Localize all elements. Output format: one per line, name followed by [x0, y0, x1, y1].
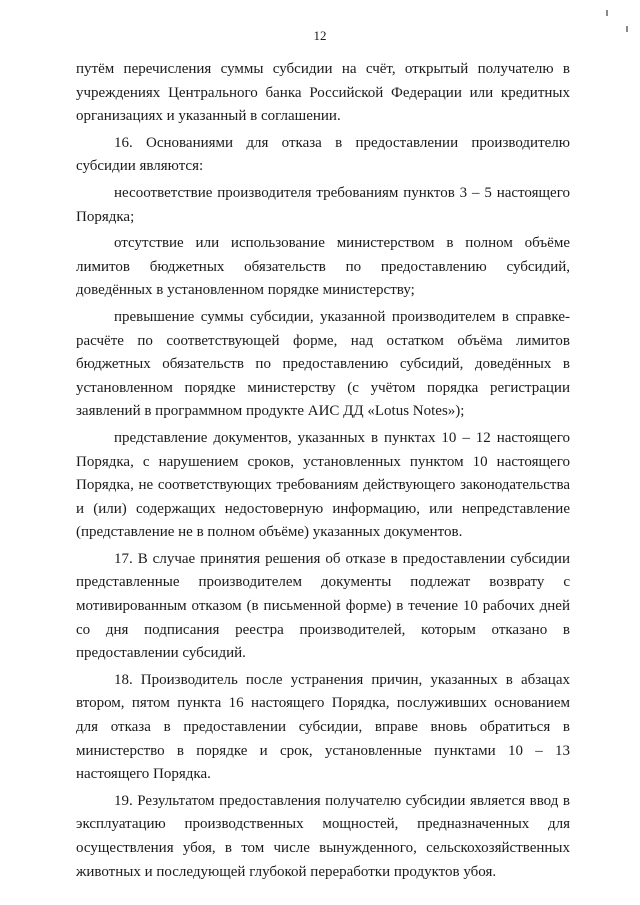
paragraph-16-ground-requirements: несоответствие производителя требованиям пунктов 3 – 5 настоящего Порядка; [76, 184, 570, 225]
scan-artifact-mark [606, 10, 608, 16]
paragraph-16-refusal-grounds: 16. Основаниями для отказа в предоставлении производителю субсидии являются: [76, 134, 570, 175]
document-body [76, 58, 570, 884]
paragraph-19-result: 19. Результатом предоставления получателю субсидии является ввод в эксплуатацию производственных мощностей, предназначенных для осуществления убоя, в том числе вынужденного, сельскохозяйственных животных и последующей глубокой переработки продуктов убоя. [76, 792, 570, 880]
page-number: 12 [313, 28, 327, 43]
scan-artifact-mark [626, 26, 628, 32]
paragraph-16-ground-documents: представление документов, указанных в пунктах 10 – 12 настоящего Порядка, с нарушением сроков, установленных пунктом 10 настоящего Порядка, не соответствующих требованиям действующего законодательства и (или) содержащих недостоверную информацию, или непредставление (представление не в полном объёме) указанных документов. [76, 429, 570, 541]
paragraph-payment-continuation: путём перечисления суммы субсидии на счёт, открытый получателю в учреждениях Центрального банка Российской Федерации или кредитных организациях и указанный в соглашении. [76, 61, 570, 125]
paragraph-16-ground-excess: превышение суммы субсидии, указанной производителем в справке-расчёте по соответствующей форме, над остатком объёма лимитов бюджетных обязательств по предоставлению субсидий, доведённых в установленном порядке министерству (с учётом порядка регистрации заявлений в программном продукте АИС ДД «Lotus Notes»); [76, 308, 570, 420]
paragraph-16-ground-limits: отсутствие или использование министерством в полном объёме лимитов бюджетных обязательств по предоставлению субсидий, доведённых в установленном порядке министерству; [76, 235, 570, 299]
paragraph-18-reapplication: 18. Производитель после устранения причин, указанных в абзацах втором, пятом пункта 16 настоящего Порядка, послуживших основанием для отказа в предоставлении субсидии, вправе вновь обратиться в министерство в порядке и срок, установленные пунктами 10 – 13 настоящего Порядка. [76, 671, 570, 783]
paragraph-17-document-return: 17. В случае принятия решения об отказе в предоставлении субсидии представленные производителем документы подлежат возврату с мотивированным отказом (в письменной форме) в течение 10 рабочих дней со дня подписания реестра производителей, которым отказано в предоставлении субсидий. [76, 550, 570, 662]
